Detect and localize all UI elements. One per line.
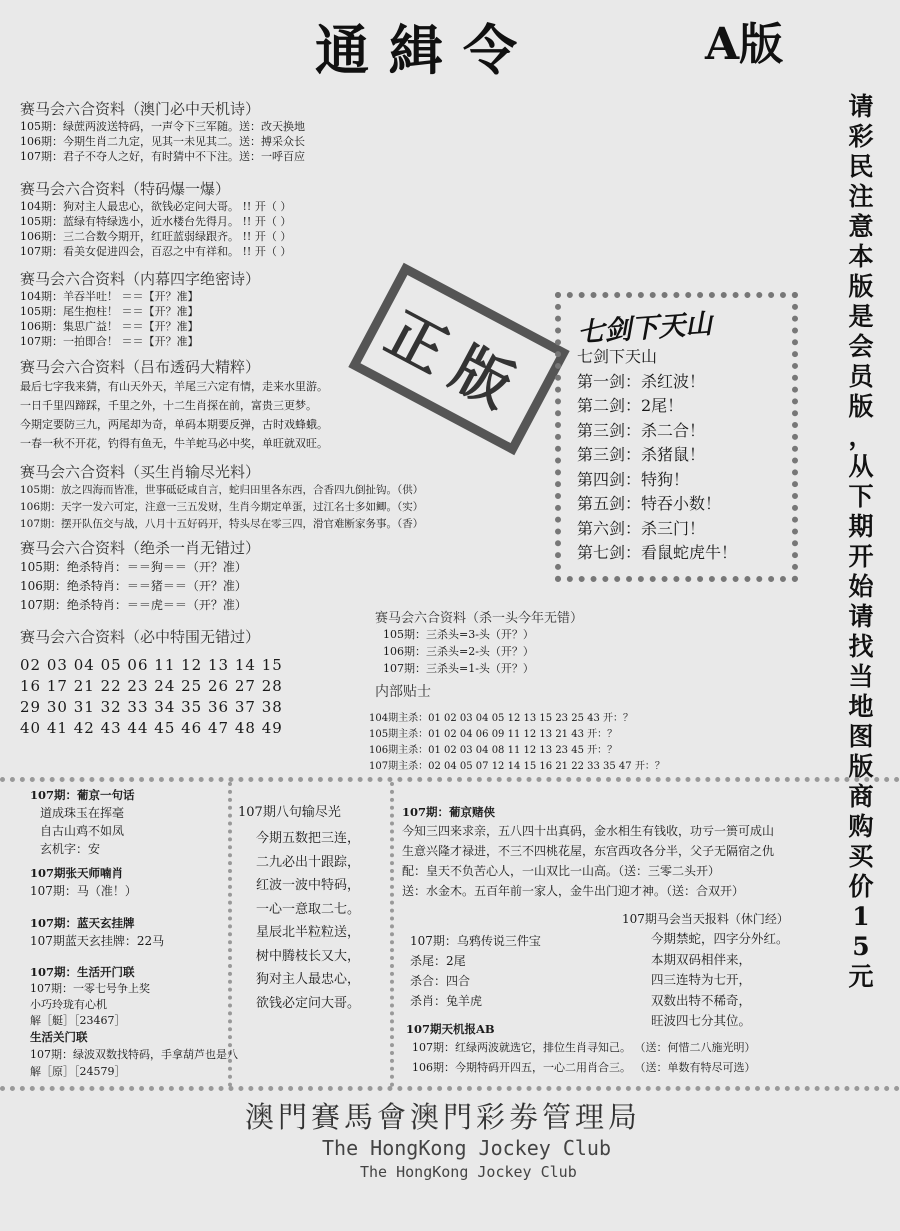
section-title: 内部贴士 <box>375 684 431 700</box>
section-zodiac <box>20 461 560 533</box>
list-item: 107期：看美女促进四会，百忍之中有祥和。 !! 开（ ） <box>20 245 292 258</box>
list-item: 杀肖：兔羊虎 <box>410 994 483 1008</box>
list-item: 107期：绝杀特肖：＝＝虎＝＝（开？准） <box>20 598 247 612</box>
list-item: 今期定要防三九，两尾却为奇，单码本期要反弹，古时戏蜂蛾。 <box>20 418 328 431</box>
section-number-grid <box>20 626 360 739</box>
section-title: 107期：蓝天玄挂牌 <box>30 916 135 930</box>
list-item: 105期：蓝绿有特绿选小，近水楼台先得月。 !! 开（ ） <box>20 215 292 228</box>
list-item: 106期：三二合数今期开，红旺蓝弱绿跟齐。 !! 开（ ） <box>20 230 292 243</box>
list-item: 本期双码相伴来， <box>651 951 752 967</box>
list-item: 104期：狗对主人最忠心，欲钱必定问大哥。 !! 开（ ） <box>20 200 292 213</box>
list-item: 今期五数把三连， <box>256 831 361 846</box>
list-item: 树中腾枝长又大， <box>256 948 361 964</box>
list-item: 送：水金木。五百年前一家人，金牛出门迎才神。（送：合双开） <box>402 884 745 898</box>
section-title: 107期：乌鸦传说三件宝 <box>410 934 541 948</box>
list-item: 狗对主人最忠心， <box>256 972 361 987</box>
list-item: 星辰北半粒粒送， <box>256 925 361 940</box>
list-item: 106期主杀：01 02 03 04 08 11 12 13 23 45 开：？ <box>369 745 618 756</box>
list-item: 105期：三杀头=3-头（开？） <box>383 628 534 641</box>
seven-swords-logo: 七剑下天山 <box>576 308 714 349</box>
section-special-code <box>20 178 540 259</box>
list-item: 106期：今期生肖二九定，见其一未见其二。送：搏采众长 <box>20 135 305 148</box>
list-item: 一心一意取二七。 <box>256 901 361 917</box>
section-title: 赛马会六合资料（买生肖输尽光料） <box>20 463 261 481</box>
section-title: 赛马会六合资料（绝杀一肖无错过） <box>20 539 261 557</box>
list-item: 一日千里四蹄踩，千里之外，十二生肖探在前，富贵三更梦。 <box>20 399 317 412</box>
list-item: 107期：马（准！） <box>30 884 137 898</box>
list-item: 107期：红绿两波就选它，排位生肖寻知己。 （送：何惜二八施光明） <box>412 1041 756 1054</box>
list-item: 玄机字：安 <box>40 842 101 856</box>
list-item: 一春一秋不开花，钓得有鱼无，牛羊蛇马必中奖，单旺就双旺。 <box>20 437 328 450</box>
number-row: 02 03 04 05 06 11 12 13 14 15 <box>20 656 283 674</box>
list-item: 105期：尾生抱柱！ ＝＝【开？准】 <box>20 305 199 318</box>
bottom-left-column <box>30 786 238 1080</box>
section-title: 赛马会六合资料（必中特围无错过） <box>20 628 261 646</box>
list-item: 欲钱必定问大哥。 <box>256 995 361 1011</box>
section-title: 107期：葡京赌侠 <box>402 805 496 819</box>
list-item: 今知三四来求亲，五八四十出真码，金水相生有钱收，功亏一篑可成山 <box>402 824 775 838</box>
list-item: 解［原］［24579］ <box>30 1065 126 1078</box>
list-item: 二九必出十跟踪， <box>256 854 361 870</box>
list-item: 第五剑：特吞小数！ <box>577 494 722 513</box>
section-title: 生活关门联 <box>30 1030 88 1044</box>
list-item: 第一剑：杀红波！ <box>577 371 706 391</box>
list-item: 106期：集思广益！ ＝＝【开？准】 <box>20 320 199 333</box>
section-title: 107期天机报AB <box>406 1022 495 1036</box>
list-item: 旺波四七分其位。 <box>651 1013 752 1028</box>
list-item: 104期主杀：01 02 03 04 05 12 13 15 23 25 43 开：？ <box>369 713 634 724</box>
section-insider-tips <box>369 681 795 775</box>
list-item: 107期：一零七号争上奖 <box>30 982 150 995</box>
genuine-stamp: 正版 <box>348 263 569 455</box>
divider <box>0 777 900 782</box>
list-item: 106期：天字一发六可定，注意一三五发财，生肖今期定单蛋，过江名士多如鲫。（实） <box>20 501 424 513</box>
bottom-right-column <box>402 803 892 901</box>
list-item: 105期：放之四海而皆准，世事砥砭咸自言，蛇归田里各东西，合香四九倒扯钩。（供） <box>20 484 424 496</box>
jockey-report-section <box>622 909 822 1032</box>
footer-org-name: 澳門賽馬會澳門彩劵管理局 <box>245 1100 642 1134</box>
seven-swords-title: 七剑下天山 <box>577 347 658 366</box>
section-macau-poem <box>20 98 540 164</box>
list-item: 双数出特不稀奇， <box>651 992 752 1008</box>
list-item: 106期：三杀头=2-头（开？） <box>383 645 534 658</box>
list-item: 105期主杀：01 02 04 06 09 11 12 13 21 43 开：？ <box>369 729 618 740</box>
list-item: 自古山鸡不如凤 <box>40 824 125 838</box>
divider <box>390 782 394 1087</box>
list-item: 107期：三杀头=1-头（开？） <box>383 662 534 675</box>
section-title: 赛马会六合资料（特码爆一爆） <box>20 180 231 198</box>
number-row: 40 41 42 43 44 45 46 47 48 49 <box>20 719 283 737</box>
list-item: 107期蓝天玄挂牌：22马 <box>30 934 165 948</box>
divider <box>0 1086 900 1091</box>
footer-club-name: The HongKong Jockey Club <box>322 1136 611 1160</box>
list-item: 解［艇］［23467］ <box>30 1014 126 1027</box>
list-item: 最后七字我来猜，有山天外天，羊尾三六定有情，走来水里游。 <box>20 380 328 393</box>
list-item: 第七剑：看鼠蛇虎牛！ <box>577 543 738 562</box>
list-item: 道成珠玉在挥毫 <box>40 806 125 820</box>
list-item: 生意兴隆才禄进，不三不四桃花屋，东宫西攻各分半，父子无隔宿之仇 <box>402 844 775 858</box>
list-item: 107期：一拍即合！ ＝＝【开？准】 <box>20 335 199 348</box>
list-item: 107期主杀：02 04 05 07 12 14 15 16 21 22 33 35 47 开：？ <box>369 761 665 772</box>
section-lvbu-code <box>20 356 540 453</box>
list-item: 105期：绝杀特肖：＝＝狗＝＝（开？准） <box>20 560 247 574</box>
member-notice: 请彩民注意本版是会员版，从下期开始请找当地图版商购买价15元 <box>848 92 874 991</box>
list-item: 107期：君子不夺人之好，有时猜中不下注。送：一呼百应 <box>20 150 305 163</box>
list-item: 四三连特为七开， <box>651 972 752 987</box>
list-item: 红波一波中特码， <box>256 878 361 893</box>
crow-section <box>410 931 610 1011</box>
list-item: 小巧玲珑有心机 <box>30 998 107 1011</box>
section-title: 107期：生活开门联 <box>30 965 135 979</box>
edition-label: A版 <box>705 19 784 70</box>
list-item: 第四剑：特狗！ <box>577 469 690 489</box>
footer-club-name-small: The HongKong Jockey Club <box>360 1163 577 1181</box>
section-title: 107期张天师喃肖 <box>30 866 124 880</box>
list-item: 今期禁蛇，四字分外红。 <box>651 931 789 946</box>
section-title: 107期：葡京一句话 <box>30 788 135 802</box>
section-title: 赛马会六合资料（杀一头今年无错） <box>375 611 584 626</box>
list-item: 105期：绿蔗两波送特码，一声令下三军随。送：改天换地 <box>20 120 305 133</box>
list-item: 杀尾：2尾 <box>410 954 466 968</box>
list-item: 第六剑：杀三门！ <box>577 518 706 538</box>
number-row: 29 30 31 32 33 34 35 36 37 38 <box>20 698 283 716</box>
section-title: 赛马会六合资料（内幕四字绝密诗） <box>20 270 261 288</box>
list-item: 106期：绝杀特肖：＝＝猪＝＝（开？准） <box>20 579 247 593</box>
number-row: 16 17 21 22 23 24 25 26 27 28 <box>20 677 283 695</box>
section-title: 107期八句输尽光 <box>238 805 341 820</box>
list-item: 杀合：四合 <box>410 974 471 988</box>
section-kill-head <box>375 607 675 677</box>
bottom-mid-column <box>238 803 388 1015</box>
tianji-section <box>406 1020 896 1078</box>
list-item: 107期：摆开队伍交与战，八月十五好码开，特头尽在零三四，滑官难断家务事。（香） <box>20 518 424 530</box>
section-title: 赛马会六合资料（吕布透码大精粹） <box>20 358 261 376</box>
section-four-word-poem <box>20 268 360 349</box>
list-item: 第二剑：2尾！ <box>577 396 684 415</box>
section-title: 赛马会六合资料（澳门必中天机诗） <box>20 100 261 118</box>
page-title: 通緝令 <box>315 18 537 82</box>
list-item: 第三剑：杀二合！ <box>577 420 706 440</box>
section-title: 107期马会当天报料（休门经） <box>622 912 789 926</box>
list-item: 107期：绿波双数找特码，手拿葫芦也是八 <box>30 1048 238 1061</box>
list-item: 106期：今期特码开四五，一心二用肖合三。 （送：单数有特尽可选） <box>412 1061 756 1074</box>
list-item: 配：皇天不负苦心人，一山双比一山高。（送：三零二头开） <box>402 864 721 878</box>
list-item: 第三剑：杀猪鼠！ <box>577 445 706 464</box>
seven-swords-box <box>555 292 798 582</box>
list-item: 104期：羊吞半吐！ ＝＝【开？准】 <box>20 290 199 303</box>
section-kill-zodiac <box>20 537 350 615</box>
